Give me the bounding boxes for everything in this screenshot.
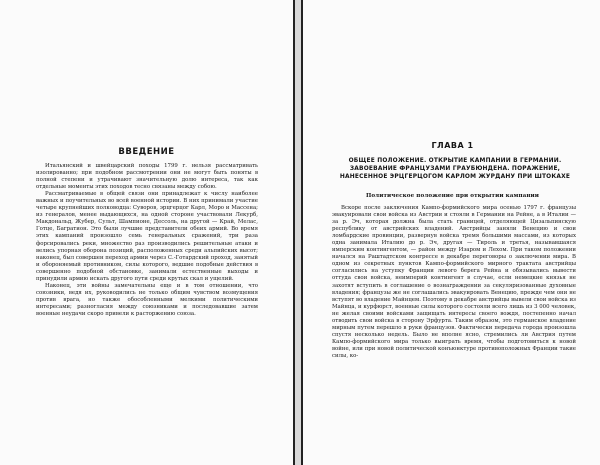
right-paragraph-1: Вскоре после заключения Кампо-формийского мира осенью 1797 г. французы эвакуировали свои войска из Австрии и стояли в Германии на Рейне, а в Италии — за р. Эч, которая должна была стать границей, отделяющей Цизальпинскую республику от австрийских владений. Австрийцы заняли Венецию и свои ломбардские провинции, развернув войска тремя большими массами, из которых одна занимала Италию до р. Эч, другая — Тироль и третья, называвшаяся имперским контингентом, — район между Изаром и Лехом. При таком положении начался на Раштадтском конгрессе в декабре переговоры о заключении мира. В одном из секретных пунктов Кампо-формийского мирного трактата австрийцы согласились на уступку Франции левого берега Рейна и обязывались вывести оттуда свои войска, неимперий контингент в случае, если немецкие князья не захотят вступить в соглашение о вознаграждении за секуляризованные духовные владения; французы же не соглашались эвакуировать Венецию, прежде чем они не вступят во владение Майнцем. Поэтому в декабре австрийцы вывели свои войска из Майнца, и курфюрст, военные силы которого состояли всего лишь из 3 000 человек, не желая своими войсками защищать интересы своего вождя, постепенно начал отводить свои войска в сторону Эрфурта. Таким образом, это германское владение мирным путем перешло в руки французов. Фактически передача города произошла спустя несколько недель. Было не вполне ясно, стремились ли Австрия путем Кампо-формийского мира только выиграть время, чтобы подготовиться к новой войне, или при новой политической конъюнктуре противоположных Франции такие силы, ко- <box>332 205 576 359</box>
right-page-body <box>332 205 576 360</box>
right-page <box>301 0 600 465</box>
left-paragraph-2: Рассматриваемые в общей связи они принадлежат к числу наиболее важных и поучительных во всей военной истории. В них принимали участие четыре крупнейших полководца: Суворов, эрцгерцог Карл, Моро и Массена; из генералов, менее выдающихся, на одной стороне участвовали Лекурб, Макдональд, Жубер, Сульт, Шампионе, Дессоль, на другой — Край, Мелас, Готце, Багратион. Это были лучшие представители обеих армий. Во время этих кампаний произошло семь генеральных сражений, три раза форсировались реки, множество раз производились решительные атаки и велись упорная оборона позиций, расположенных среди альпийских высот; наконец, был совершен переход армии через С.-Готардский проход, занятый и обороняемый противником, силы которого, ведшие подобные действия в совершенно подобной обстановке, занимали естественные выходы и принудили армию искать другого пути среди крутых скал и ущелий. <box>36 191 258 282</box>
chapter-title: ГЛАВА 1 <box>431 141 474 150</box>
left-page-body <box>36 163 258 318</box>
chapter-subtitle: ОБЩЕЕ ПОЛОЖЕНИЕ. ОТКРЫТИЕ КАМПАНИИ В ГЕРМАНИИ. ЗАВОЕВАНИЕ ФРАНЦУЗАМИ ГРАУБЮНДЕНА. ПОРАЖЕНИЕ, НАНЕСЕННОЕ ЭРЦГЕРЦОГОМ КАРЛОМ ЖУРДАНУ ПРИ ШТОКАХЕ <box>339 158 571 181</box>
section-heading: Политическое положение при открытии кампании <box>365 193 540 199</box>
left-paragraph-3: Наконец, эти войны замечательны еще и в том отношении, что союзники, ведя их, руководились не только общим чувством возмущения против врага, но также обособленными мелкими политическими интересами; разногласия между союзниками и последовавшие затем военные неудачи скоро привели к расторжению союза. <box>36 282 258 317</box>
left-paragraph-1: Итальянский и швейцарский походы 1799 г. нельзя рассматривать изолированно; при подобном рассмотрении они не могут быть поняты в полной степени и утрачивают значительную долю интереса, так как отдельные моменты этих походов тесно связаны между собою. <box>36 163 258 191</box>
introduction-title: ВВЕДЕНИЕ <box>118 147 175 157</box>
left-page <box>0 0 295 465</box>
